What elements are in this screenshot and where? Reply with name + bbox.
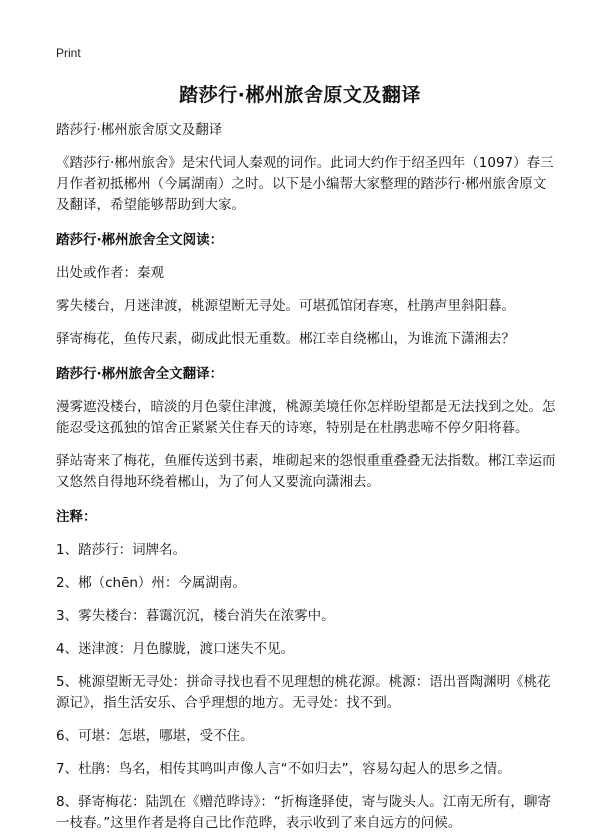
translation-paragraph: 驿站寄来了梅花，鱼雁传送到书素，堆砌起来的怨恨重重叠叠无法指数。郴江幸运而又悠然自得地环绕着郴山，为了何人又要流向潇湘去。	[56, 453, 556, 490]
note-item: 8、驿寄梅花：陆凯在《赠范晔诗》：“折梅逢驿使，寄与陇头人。江南无所有，聊寄一枝春。”这里作者是将自己比作范晔，表示收到了来自远方的问候。	[56, 794, 551, 831]
note-item: 7、杜鹃：鸟名，相传其鸣叫声像人言“不如归去”，容易勾起人的思乡之情。	[56, 761, 511, 777]
print-link[interactable]: Print	[56, 46, 81, 60]
note-item: 6、可堪：怎堪，哪堪，受不住。	[56, 728, 254, 744]
translation-paragraph: 漫雾遮没楼台，暗淡的月色蒙住津渡，桃源美境任你怎样盼望都是无法找到之处。怎能忍受这孤独的馆舍正紧紧关住春天的诗寒，特别是在杜鹃悲啼不停夕阳将暮。	[56, 399, 556, 436]
note-item: 5、桃源望断无寻处：拼命寻找也看不见理想的桃花源。桃源：语出晋陶渊明《桃花源记》，指生活安乐、合乎理想的地方。无寻处：找不到。	[56, 674, 551, 711]
notes-heading: 注释：	[56, 509, 97, 525]
article-body	[56, 120, 556, 834]
note-item: 3、雾失楼台：暮霭沉沉，楼台消失在浓雾中。	[56, 608, 335, 624]
translation-heading: 踏莎行·郴州旅舍全文翻译：	[56, 366, 224, 382]
author-line: 出处或作者：秦观	[56, 265, 164, 281]
original-heading: 踏莎行·郴州旅舍全文阅读：	[56, 232, 224, 248]
note-item: 4、迷津渡：月色朦胧，渡口迷失不见。	[56, 641, 295, 657]
original-line: 雾失楼台，月迷津渡，桃源望断无寻处。可堪孤馆闭春寒，杜鹃声里斜阳暮。	[56, 298, 515, 314]
note-item: 1、踏莎行：词牌名。	[56, 542, 187, 558]
note-item: 2、郴（chēn）州：今属湖南。	[56, 575, 246, 591]
article-subtitle: 踏莎行·郴州旅舍原文及翻译	[56, 122, 223, 138]
intro-paragraph: 《踏莎行·郴州旅舍》是宋代词人秦观的词作。此词大约作于绍圣四年（1097）春三月作者初抵郴州（今属湖南）之时。以下是小编帮大家整理的踏莎行·郴州旅舍原文及翻译，希望能够帮助到大家。	[56, 155, 554, 213]
page-title: 踏莎行·郴州旅舍原文及翻译	[179, 84, 421, 106]
original-line: 驿寄梅花，鱼传尺素，砌成此恨无重数。郴江幸自绕郴山，为谁流下潇湘去？	[56, 331, 515, 347]
